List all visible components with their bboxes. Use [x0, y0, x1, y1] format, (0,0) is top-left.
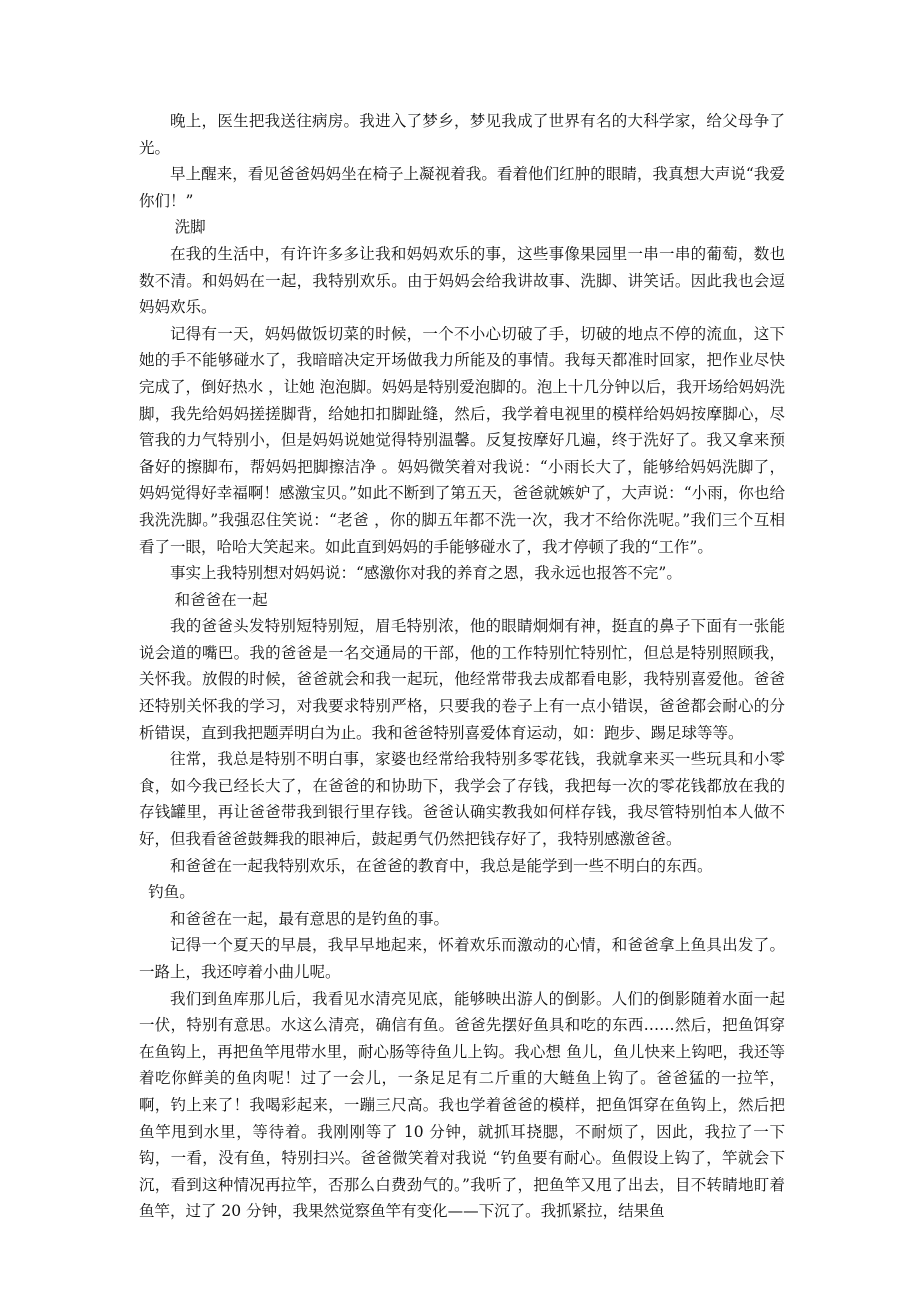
paragraph: 早上醒来，看见爸爸妈妈坐在椅子上凝视着我。看着他们红肿的眼睛，我真想大声说“我爱你们！” [139, 165, 785, 210]
paragraph: 事实上我特别想对妈妈说：“感激你对我的养育之恩，我永远也报答不完”。 [170, 564, 682, 583]
paragraph: 记得一个夏天的早晨，我早早地起来，怀着欢乐而激动的心情，和爸爸拿上鱼具出发了。一路上，我还哼着小曲儿呢。 [139, 936, 785, 981]
document-page [139, 108, 785, 1225]
paragraph: 和爸爸在一起我特别欢乐，在爸爸的教育中，我总是能学到一些不明白的东西。 [170, 856, 713, 875]
section-heading: 洗脚 [174, 218, 206, 237]
paragraph: 记得有一天，妈妈做饭切菜的时候，一个不小心切破了手，切破的地点不停的流血，这下她的手不能够碰水了，我暗暗决定开场做我力所能及的事情。我每天都准时回家，把作业尽快完成了，倒好热水 ，让她 泡泡脚。妈妈是特别爱泡脚的。泡上十几分钟以后，我开场给妈妈洗脚，我先给妈妈搓搓脚背，给她扣扣脚趾缝，然后，我学着电视里的模样给妈妈按摩脚心，尽管我的力气特别小，但是妈妈说她觉得特别温馨。反复按摩好几遍，终于洗好了。我又拿来预备好的擦脚布，帮妈妈把脚擦洁净 。妈妈微笑着对我说：“小雨长大了，能够给妈妈洗脚了，妈妈觉得好幸福啊！感激宝贝。”如此不断到了第五天，爸爸就嫉妒了，大声说：“小雨，你也给我洗洗脚。”我强忍住笑说：“老爸 ，你的脚五年都不洗一次，我才不给你洗呢。”我们三个互相看了一眼，哈哈大笑起来。如此直到妈妈的手能够碰水了，我才停顿了我的“工作”。 [139, 324, 785, 556]
section-heading: 钓鱼。 [148, 883, 195, 902]
paragraph: 和爸爸在一起，最有意思的是钓鱼的事。 [170, 909, 450, 928]
paragraph: 往常，我总是特别不明白事，家婆也经常给我特别多零花钱，我就拿来买一些玩具和小零食，如今我已经长大了，在爸爸的和协助下，我学会了存钱，我把每一次的零花钱都放在我的存钱罐里，再让爸爸带我到银行里存钱。爸爸认确实教我如何样存钱，我尽管特别怕本人做不好，但我看爸爸鼓舞我的眼神后，鼓起勇气仍然把钱存好了，我特别感激爸爸。 [139, 750, 785, 849]
paragraph: 我的爸爸头发特别短特别短，眉毛特别浓，他的眼睛炯炯有神，挺直的鼻子下面有一张能说会道的嘴巴。我的爸爸是一名交通局的干部，他的工作特别忙特别忙，但总是特别照顾我，关怀我。放假的时候，爸爸就会和我一起玩，他经常带我去成都看电影，我特别喜爱他。爸爸还特别关怀我的学习，对我要求特别严格，只要我的卷子上有一点小错误，爸爸都会耐心的分析错误，直到我把题弄明白为止。我和爸爸特别喜爱体育运动，如：跑步、踢足球等等。 [139, 617, 785, 742]
section-heading: 和爸爸在一起 [174, 590, 268, 609]
paragraph: 在我的生活中，有许许多多让我和妈妈欢乐的事，这些事像果园里一串一串的葡萄，数也数不清。和妈妈在一起，我特别欢乐。由于妈妈会给我讲故事、洗脚、讲笑话。因此我也会逗妈妈欢乐。 [139, 244, 785, 317]
paragraph: 晚上，医生把我送往病房。我进入了梦乡，梦见我成了世界有名的大科学家，给父母争了光。 [139, 112, 785, 157]
paragraph: 我们到鱼库那儿后，我看见水清亮见底，能够映出游人的倒影。人们的倒影随着水面一起一伏，特别有意思。水这么清亮，确信有鱼。爸爸先摆好鱼具和吃的东西……然后，把鱼饵穿在鱼钩上，再把鱼竿甩带水里，耐心肠等待鱼儿上钩。我心想 鱼儿，鱼儿快来上钩吧，我还等着吃你鲜美的鱼肉呢！过了一会儿，一条足足有二斤重的大鲢鱼上钩了。爸爸猛的一拉竿，啊，钓上来了！我喝彩起来，一蹦三尺高。我也学着爸爸的模样，把鱼饵穿在鱼钩上，然后把鱼竿甩到水里，等待着。我刚刚等了 10 分钟，就抓耳挠腮，不耐烦了，因此，我拉了一下钩，一看，没有鱼，特别扫兴。爸爸微笑着对我说 “钓鱼要有耐心。鱼假设上钩了，竿就会下沉，看到这种情况再拉竿，否那么白费劲气的。”我听了，把鱼竿又甩了出去，目不转睛地盯着鱼竿，过了 20 分钟，我果然觉察鱼竿有变化——下沉了。我抓紧拉，结果鱼 [139, 989, 785, 1221]
